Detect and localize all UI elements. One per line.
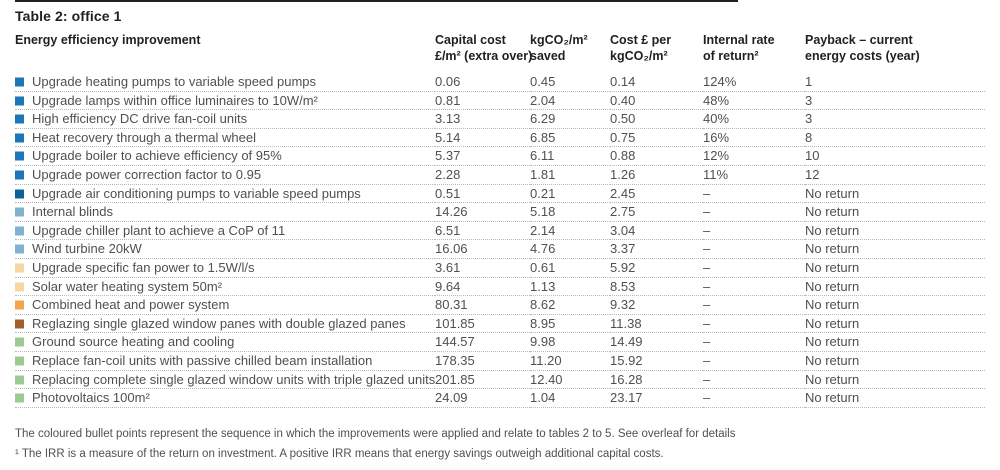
improvement-cell [15,333,435,352]
payback-value: 1 [805,73,985,91]
payback-value: No return [805,203,985,222]
capital-cost-value: 178.35 [435,351,530,370]
payback-value: 10 [805,147,985,166]
co2-saved-value: 12.40 [530,370,610,389]
cost-per-kg-value: 9.32 [610,296,703,315]
improvement-cell [15,203,435,222]
header-line: £/m² (extra over) [435,49,533,63]
energy-efficiency-table [15,32,985,408]
table-row [15,184,985,203]
improvement-label: Upgrade boiler to achieve efficiency of 95% [32,148,282,164]
improvement-label: Upgrade lamps within office luminaires to 10W/m² [32,92,318,108]
table-row [15,389,985,408]
improvement-cell [15,221,435,240]
improvement-cell [15,165,435,184]
improvement-label: Heat recovery through a thermal wheel [32,129,257,145]
co2-saved-value: 0.45 [530,73,610,91]
improvement-cell [15,314,435,333]
sequence-bullet-icon [15,394,24,403]
sequence-bullet-icon [15,375,24,384]
table-row [15,240,985,259]
table-row [15,221,985,240]
irr-value: 11% [703,165,805,184]
sequence-bullet-icon [15,115,24,124]
co2-saved-value: 1.04 [530,389,610,408]
co2-saved-value: 6.11 [530,147,610,166]
capital-cost-value: 0.06 [435,73,530,91]
column-header-payback [805,32,985,73]
table-row [15,314,985,333]
capital-cost-value: 201.85 [435,370,530,389]
footnotes [15,424,985,464]
capital-cost-value: 14.26 [435,203,530,222]
capital-cost-value: 16.06 [435,240,530,259]
capital-cost-value: 2.28 [435,165,530,184]
improvement-label: Replacing complete single glazed window units with triple glazed units [32,371,435,387]
payback-value: No return [805,370,985,389]
column-header-irr [703,32,805,73]
cost-per-kg-value: 0.88 [610,147,703,166]
table-row [15,147,985,166]
table-row [15,258,985,277]
improvement-label: Photovoltaics 100m² [32,390,150,406]
sequence-bullet-icon [15,96,24,105]
irr-value: – [703,351,805,370]
table-row [15,277,985,296]
improvement-label: Wind turbine 20kW [32,241,142,257]
top-rule [15,0,738,2]
payback-value: 3 [805,110,985,129]
co2-saved-value: 8.95 [530,314,610,333]
sequence-bullet-icon [15,263,24,272]
header-line: kgCO₂/m² [530,33,588,47]
capital-cost-value: 6.51 [435,221,530,240]
cost-per-kg-value: 3.04 [610,221,703,240]
capital-cost-value: 0.51 [435,184,530,203]
improvement-cell [15,296,435,315]
payback-value: 3 [805,91,985,110]
cost-per-kg-value: 1.26 [610,165,703,184]
column-header-improvement [15,32,435,73]
header-line: Internal rate [703,33,775,47]
co2-saved-value: 6.29 [530,110,610,129]
cost-per-kg-value: 23.17 [610,389,703,408]
irr-value: – [703,333,805,352]
payback-value: No return [805,184,985,203]
irr-value: 48% [703,91,805,110]
capital-cost-value: 80.31 [435,296,530,315]
improvement-cell [15,389,435,408]
payback-value: No return [805,258,985,277]
table-row [15,203,985,222]
sequence-bullet-icon [15,133,24,142]
cost-per-kg-value: 15.92 [610,351,703,370]
sequence-bullet-icon [15,282,24,291]
improvement-label: Upgrade chiller plant to achieve a CoP of 11 [32,222,286,238]
table-row [15,296,985,315]
irr-value: – [703,203,805,222]
table-body [15,73,985,407]
table-row [15,91,985,110]
capital-cost-value: 3.13 [435,110,530,129]
header-line: of return² [703,49,759,63]
irr-value: – [703,389,805,408]
irr-value: 40% [703,110,805,129]
co2-saved-value: 9.98 [530,333,610,352]
table-title: Table 2: office 1 [15,8,122,24]
irr-value: – [703,184,805,203]
co2-saved-value: 5.18 [530,203,610,222]
co2-saved-value: 4.76 [530,240,610,259]
cost-per-kg-value: 11.38 [610,314,703,333]
co2-saved-value: 11.20 [530,351,610,370]
irr-value: – [703,240,805,259]
cost-per-kg-value: 0.14 [610,73,703,91]
co2-saved-value: 6.85 [530,128,610,147]
sequence-bullet-icon [15,189,24,198]
column-header-capital-cost [435,32,533,73]
improvement-label: Reglazing single glazed window panes with double glazed panes [32,315,406,331]
cost-per-kg-value: 0.75 [610,128,703,147]
payback-value: 8 [805,128,985,147]
payback-value: 12 [805,165,985,184]
co2-saved-value: 1.13 [530,277,610,296]
cost-per-kg-value: 3.37 [610,240,703,259]
improvement-label: Internal blinds [32,204,113,220]
table-row [15,351,985,370]
payback-value: No return [805,389,985,408]
improvement-label: Upgrade power correction factor to 0.95 [32,166,262,182]
capital-cost-value: 5.14 [435,128,530,147]
header-line: kgCO₂/m² [610,49,668,63]
table-row [15,128,985,147]
improvement-cell [15,91,435,110]
payback-value: No return [805,333,985,352]
footnote-bullet-sequence: The coloured bullet points represent the sequence in which the improvements were applied and relate to tables 2 to 5. See overleaf for details [15,427,736,440]
improvement-label: Replace fan-coil units with passive chilled beam installation [32,352,373,368]
co2-saved-value: 1.81 [530,165,610,184]
sequence-bullet-icon [15,170,24,179]
capital-cost-value: 3.61 [435,258,530,277]
improvement-cell [15,277,435,296]
sequence-bullet-icon [15,338,24,347]
header-line: Energy efficiency improvement [15,33,201,47]
co2-saved-value: 8.62 [530,296,610,315]
capital-cost-value: 9.64 [435,277,530,296]
cost-per-kg-value: 0.40 [610,91,703,110]
co2-saved-value: 2.04 [530,91,610,110]
improvement-label: Upgrade specific fan power to 1.5W/l/s [32,259,255,275]
capital-cost-value: 24.09 [435,389,530,408]
irr-value: – [703,370,805,389]
header-line: saved [530,49,566,63]
co2-saved-value: 0.21 [530,184,610,203]
sequence-bullet-icon [15,319,24,328]
improvement-cell [15,147,435,166]
capital-cost-value: 0.81 [435,91,530,110]
improvement-cell [15,240,435,259]
sequence-bullet-icon [15,301,24,310]
capital-cost-value: 144.57 [435,333,530,352]
irr-value: – [703,314,805,333]
header-line: Payback – current [805,33,913,47]
payback-value: No return [805,221,985,240]
sequence-bullet-icon [15,356,24,365]
payback-value: No return [805,240,985,259]
cost-per-kg-value: 5.92 [610,258,703,277]
cost-per-kg-value: 2.45 [610,184,703,203]
header-line: energy costs (year) [805,49,920,63]
improvement-label: Solar water heating system 50m² [32,278,223,294]
cost-per-kg-value: 2.75 [610,203,703,222]
payback-value: No return [805,314,985,333]
payback-value: No return [805,296,985,315]
improvement-cell [15,73,435,91]
capital-cost-value: 101.85 [435,314,530,333]
capital-cost-value: 5.37 [435,147,530,166]
sequence-bullet-icon [15,245,24,254]
irr-value: – [703,221,805,240]
column-header-co2-saved [530,32,610,73]
irr-value: 12% [703,147,805,166]
sequence-bullet-icon [15,78,24,87]
cost-per-kg-value: 8.53 [610,277,703,296]
improvement-cell [15,370,435,389]
irr-value: – [703,277,805,296]
improvement-cell [15,184,435,203]
footnote-irr-definition: ¹ The IRR is a measure of the return on investment. A positive IRR means that energy savings outweigh additional capital costs. [15,447,664,460]
table-row [15,333,985,352]
table-row [15,73,985,91]
irr-value: – [703,258,805,277]
improvement-label: Ground source heating and cooling [32,334,235,350]
payback-value: No return [805,351,985,370]
improvement-cell [15,110,435,129]
improvement-cell [15,128,435,147]
sequence-bullet-icon [15,152,24,161]
table-row [15,110,985,129]
table-row [15,370,985,389]
irr-value: – [703,296,805,315]
improvement-label: Upgrade heating pumps to variable speed pumps [32,74,317,89]
cost-per-kg-value: 16.28 [610,370,703,389]
cost-per-kg-value: 0.50 [610,110,703,129]
irr-value: 124% [703,73,805,91]
table-row [15,165,985,184]
header-line: Cost £ per [610,33,672,47]
improvement-cell [15,258,435,277]
header-line: Capital cost [435,33,506,47]
payback-value: No return [805,277,985,296]
co2-saved-value: 0.61 [530,258,610,277]
cost-per-kg-value: 14.49 [610,333,703,352]
sequence-bullet-icon [15,226,24,235]
improvement-cell [15,351,435,370]
improvement-label: Combined heat and power system [32,297,230,313]
co2-saved-value: 2.14 [530,221,610,240]
improvement-label: Upgrade air conditioning pumps to variable speed pumps [32,185,361,201]
improvement-label: High efficiency DC drive fan-coil units [32,111,248,127]
column-header-cost-per-kg [610,32,703,73]
irr-value: 16% [703,128,805,147]
sequence-bullet-icon [15,208,24,217]
header-row [15,32,985,73]
